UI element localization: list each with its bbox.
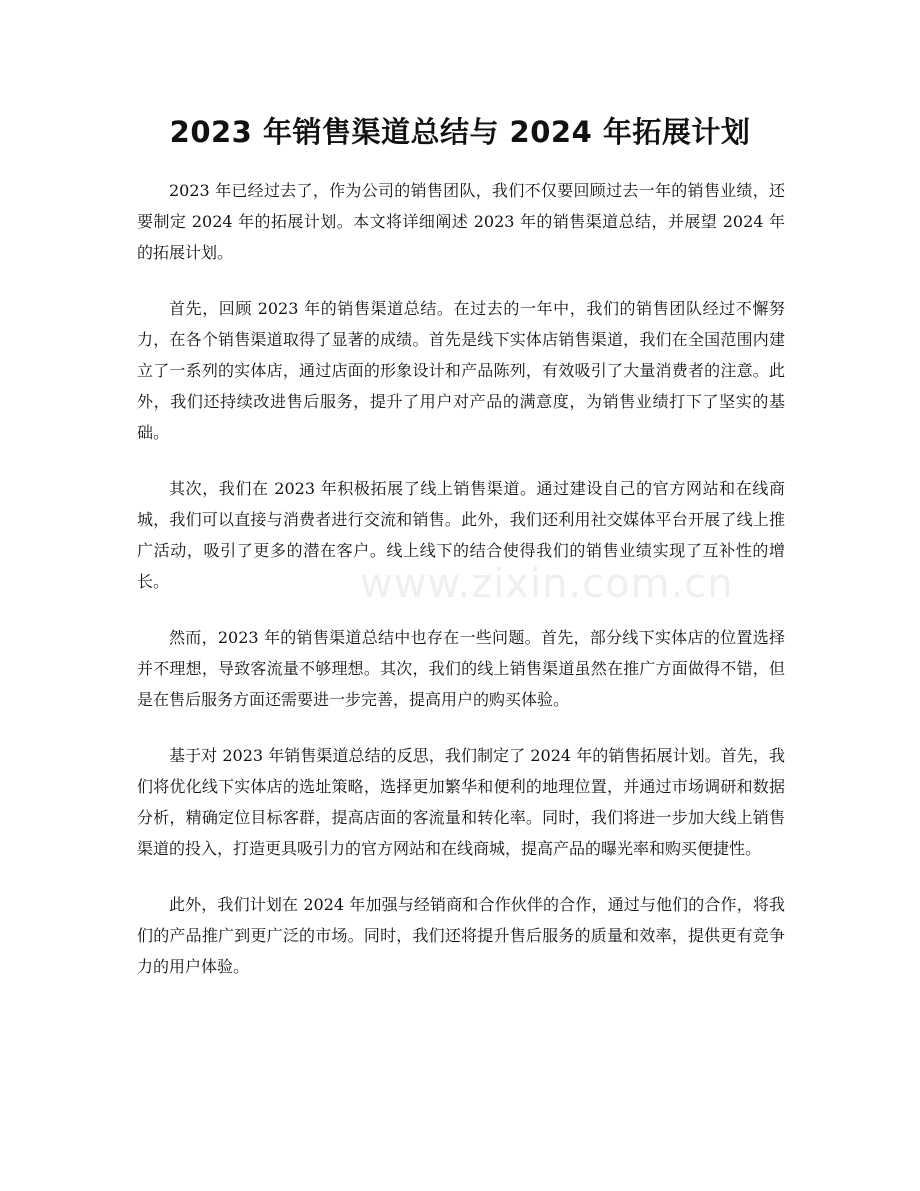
paragraph-offline-summary: 首先，回顾 2023 年的销售渠道总结。在过去的一年中，我们的销售团队经过不懈努力，在各个销售渠道取得了显著的成绩。首先是线下实体店销售渠道，我们在全国范围内建立了一系列的实体店，通过店面的形象设计和产品陈列，有效吸引了大量消费者的注意。此外，我们还持续改进售后服务，提升了用户对产品的满意度，为销售业绩打下了坚实的基础。	[137, 299, 785, 442]
paragraph-online-summary: 其次，我们在 2023 年积极拓展了线上销售渠道。通过建设自己的官方网站和在线商城，我们可以直接与消费者进行交流和销售。此外，我们还利用社交媒体平台开展了线上推广活动，吸引了更多的潜在客户。线上线下的结合使得我们的销售业绩实现了互补性的增长。	[137, 479, 785, 591]
paragraph-problems: 然而，2023 年的销售渠道总结中也存在一些问题。首先，部分线下实体店的位置选择并不理想，导致客流量不够理想。其次，我们的线上销售渠道虽然在推广方面做得不错，但是在售后服务方面还需要进一步完善，提高用户的购买体验。	[137, 628, 785, 709]
paragraph-partnership-plan: 此外，我们计划在 2024 年加强与经销商和合作伙伴的合作，通过与他们的合作，将我们的产品推广到更广泛的市场。同时，我们还将提升售后服务的质量和效率，提供更有竞争力的用户体验。	[137, 895, 785, 976]
document-title: 2023 年销售渠道总结与 2024 年拓展计划	[169, 115, 751, 149]
paragraph-2024-plan: 基于对 2023 年销售渠道总结的反思，我们制定了 2024 年的销售拓展计划。首先，我们将优化线下实体店的选址策略，选择更加繁华和便利的地理位置，并通过市场调研和数据分析，精确定位目标客群，提高店面的客流量和转化率。同时，我们将进一步加大线上销售渠道的投入，打造更具吸引力的官方网站和在线商城，提高产品的曝光率和购买便捷性。	[137, 746, 785, 858]
paragraph-intro: 2023 年已经过去了，作为公司的销售团队，我们不仅要回顾过去一年的销售业绩，还要制定 2024 年的拓展计划。本文将详细阐述 2023 年的销售渠道总结，并展望 2024 年的拓展计划。	[137, 181, 785, 262]
document-body	[137, 175, 785, 1007]
watermark: www.zixin.com.cn	[360, 561, 734, 607]
